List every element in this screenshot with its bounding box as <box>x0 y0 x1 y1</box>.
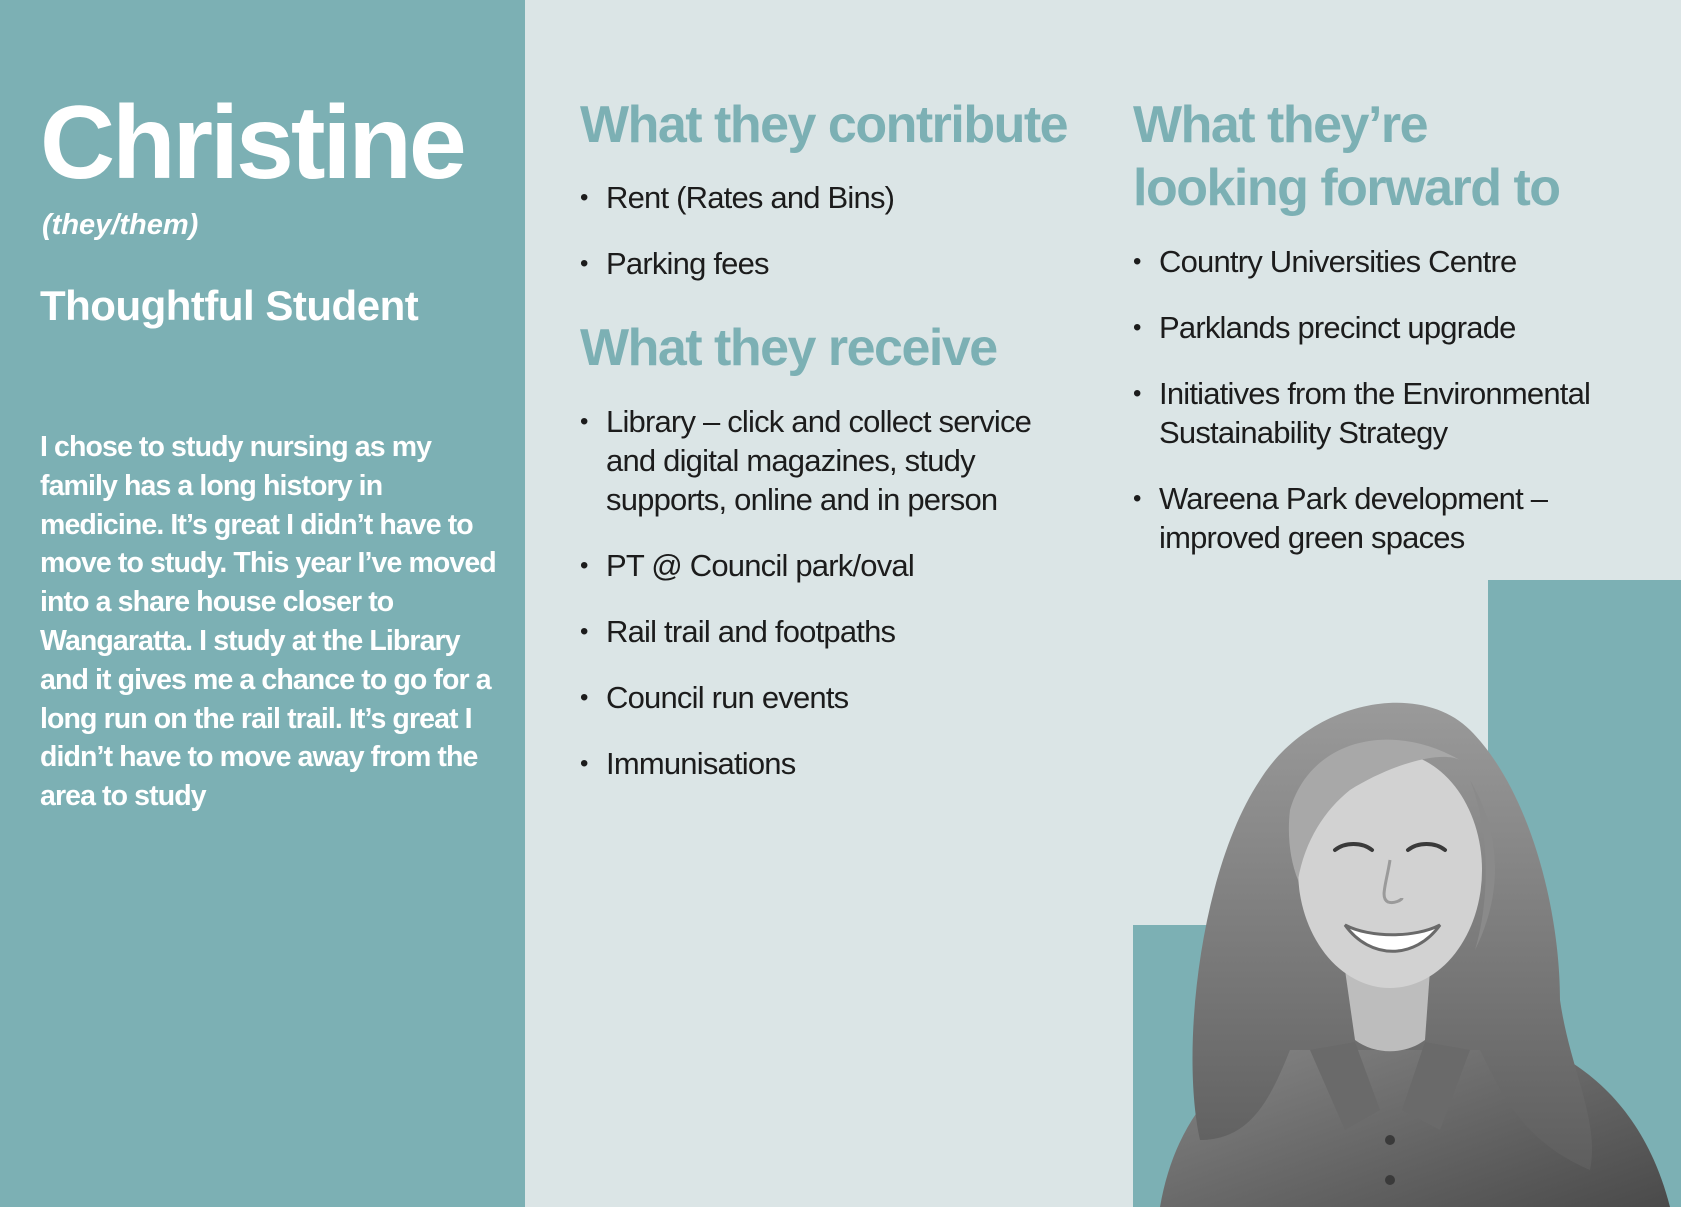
bullet-icon: • <box>580 250 588 277</box>
list-item <box>580 178 1100 217</box>
list-item-text: Parking fees <box>606 246 769 281</box>
list-item <box>580 244 1100 283</box>
list-item <box>1133 479 1579 557</box>
list-item-text: Immunisations <box>606 746 796 781</box>
list-item-text: Rent (Rates and Bins) <box>606 180 895 215</box>
list-item <box>580 402 1066 519</box>
list-item-text: Rail trail and footpaths <box>606 614 896 649</box>
bullet-icon: • <box>1133 380 1141 407</box>
bullet-icon: • <box>580 552 588 579</box>
receive-list <box>580 402 1100 810</box>
bullet-icon: • <box>580 750 588 777</box>
list-item-text: Wareena Park development – improved green spaces <box>1159 481 1548 555</box>
list-item-text: Council run events <box>606 680 849 715</box>
profile-panel <box>0 0 525 1207</box>
bullet-icon: • <box>580 618 588 645</box>
list-item <box>1133 242 1673 281</box>
list-item-text: Country Universities Centre <box>1159 244 1517 279</box>
bullet-icon: • <box>1133 485 1141 512</box>
bullet-icon: • <box>580 408 588 435</box>
persona-pronouns: (they/them) <box>42 209 199 241</box>
looking-forward-heading: What they’re looking forward to <box>1133 96 1560 217</box>
list-item <box>580 744 1100 783</box>
list-item-text: Initiatives from the Environmental Sustainability Strategy <box>1159 376 1591 450</box>
receive-heading: What they receive <box>580 319 997 377</box>
bullet-icon: • <box>580 184 588 211</box>
list-item-text: Parklands precinct upgrade <box>1159 310 1516 345</box>
looking-forward-list <box>1133 242 1673 584</box>
persona-portrait <box>1140 670 1681 1207</box>
list-item <box>1133 308 1673 347</box>
list-item <box>580 678 1100 717</box>
persona-name: Christine <box>40 85 464 201</box>
contribute-list <box>580 178 1100 310</box>
list-item-text: Library – click and collect service and digital magazines, study supports, online and in person <box>606 404 1032 517</box>
bullet-icon: • <box>1133 248 1141 275</box>
contribute-heading: What they contribute <box>580 96 1068 154</box>
persona-role: Thoughtful Student <box>40 282 419 329</box>
list-item <box>1133 374 1629 452</box>
list-item <box>580 612 1100 651</box>
list-item <box>580 546 1100 585</box>
bullet-icon: • <box>580 684 588 711</box>
list-item-text: PT @ Council park/oval <box>606 548 914 583</box>
persona-bio: I chose to study nursing as my family has a long history in medicine. It’s great I didn’t have to move to study. This year I’ve moved into a share house closer to Wangaratta. I study at the Library and it gives me a chance to go for a long run on the rail trail. It’s great I didn’t have to move away from the area to study <box>40 431 496 813</box>
bullet-icon: • <box>1133 314 1141 341</box>
